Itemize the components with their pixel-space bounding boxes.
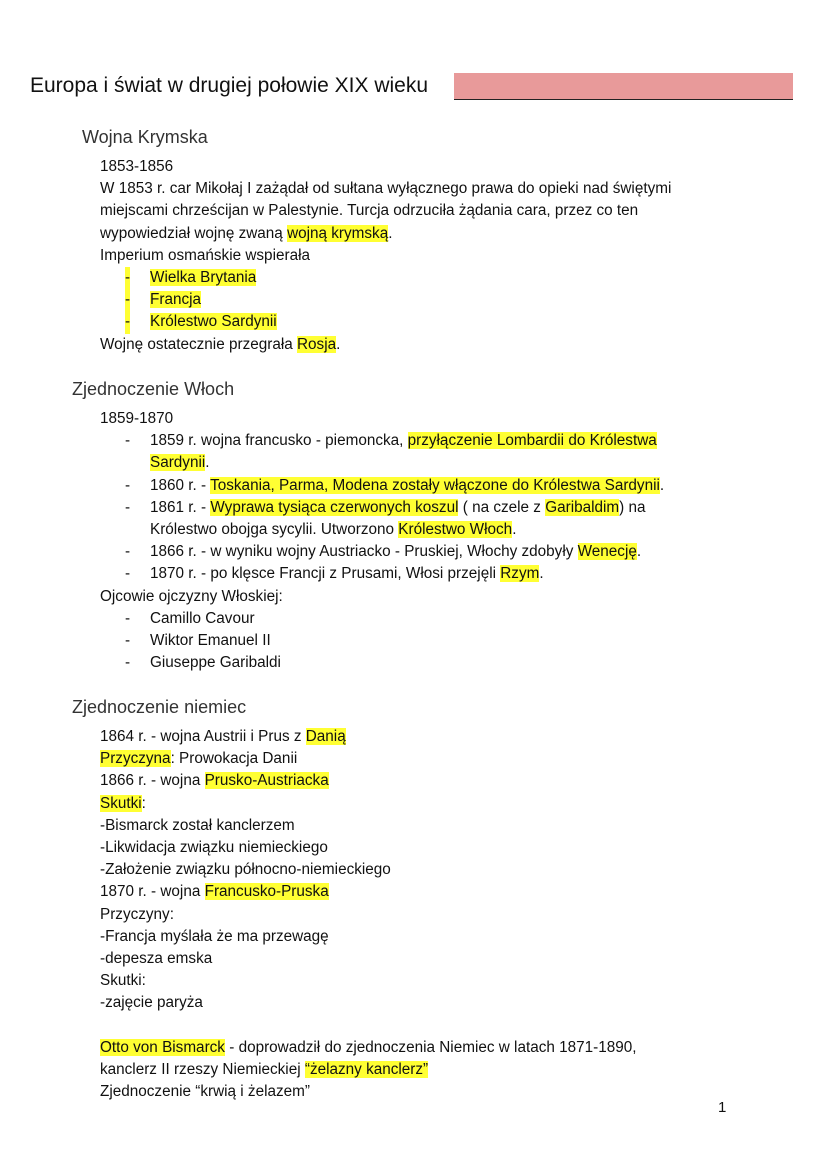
bismarck-line: Otto von Bismarck - doprowadził do zjednoczenia Niemiec w latach 1871-1890, — [100, 1038, 637, 1056]
germany-text-line: -Francja myślała że ma przewagę — [100, 927, 329, 945]
germany-text-line: -zajęcie paryża — [100, 994, 203, 1012]
germany-text-line: Przyczyna: Prowokacja Danii — [100, 750, 298, 768]
italy-fathers-label: Ojcowie ojczyzny Włoskiej: — [100, 587, 283, 605]
list-item: - 1859 r. wojna francusko - piemoncka, przyłączenie Lombardii do Królestwa — [125, 432, 657, 450]
heading-italian-unification: Zjednoczenie Włoch — [72, 379, 235, 399]
crimea-text-line: miejscami chrześcijan w Palestynie. Turcja odrzuciła żądania cara, przez co ten — [100, 202, 639, 220]
bismarck-line: Zjednoczenie “krwią i żelazem” — [100, 1083, 310, 1100]
page-number: 1 — [718, 1099, 727, 1116]
germany-text-line: -Bismarck został kanclerzem — [100, 816, 295, 834]
germany-text-line: 1870 r. - wojna Francusko-Pruska — [100, 883, 329, 901]
germany-text-line: Skutki: — [100, 972, 146, 990]
bismarck-line: kanclerz II rzeszy Niemieckiej “żelazny kanclerz” — [100, 1060, 429, 1078]
list-item-continuation: Sardynii. — [150, 454, 210, 472]
crimea-text-line: wypowiedział wojnę zwaną wojną krymską. — [100, 224, 393, 242]
section-german-unification — [100, 726, 637, 1103]
germany-text-line: Przyczyny: — [100, 905, 174, 923]
list-item: - Wielka Brytania — [100, 267, 671, 289]
list-item: - Camillo Cavour — [125, 609, 255, 627]
germany-text-line: -Likwidacja związku niemieckiego — [100, 838, 328, 856]
crimea-result: Wojnę ostatecznie przegrała Rosja. — [100, 335, 341, 353]
crimea-support-label: Imperium osmańskie wspierała — [100, 246, 310, 264]
germany-text-line: Skutki: — [100, 794, 146, 812]
list-item: - Wiktor Emanuel II — [125, 631, 271, 649]
list-item: - 1860 r. - Toskania, Parma, Modena zostały włączone do Królestwa Sardynii. — [125, 476, 665, 494]
highlight: wojną krymską — [287, 224, 389, 242]
germany-text-line: -Założenie związku północno-niemieckiego — [100, 861, 391, 879]
section-crimean-war — [100, 156, 671, 356]
heading-german-unification: Zjednoczenie niemiec — [72, 697, 247, 717]
crimea-years: 1853-1856 — [100, 158, 174, 175]
germany-text-line: -depesza emska — [100, 949, 213, 967]
spacer — [100, 1014, 637, 1036]
list-item: - 1866 r. - w wyniku wojny Austriacko - Pruskiej, Włochy zdobyły Wenecję. — [125, 543, 642, 561]
page-title: Europa i świat w drugiej połowie XIX wieku — [30, 74, 429, 97]
list-item-continuation: Królestwo obojga sycylii. Utworzono Królestwo Włoch. — [150, 520, 517, 538]
list-item: - 1870 r. - po klęsce Francji z Prusami, Włosi przejęli Rzym. — [125, 565, 544, 583]
list-item: - 1861 r. - Wyprawa tysiąca czerwonych koszul ( na czele z Garibaldim) na — [125, 498, 646, 516]
list-item: - Giuseppe Garibaldi — [125, 654, 281, 672]
germany-text-line: 1866 r. - wojna Prusko-Austriacka — [100, 772, 329, 790]
italy-years: 1859-1870 — [100, 410, 174, 427]
title-highlight-bar — [454, 73, 793, 100]
section-italian-unification — [100, 408, 664, 674]
crimea-text-line: W 1853 r. car Mikołaj I zażądał od sułtana wyłącznego prawa do opieki nad świętymi — [100, 180, 672, 198]
list-item: - Francja — [100, 289, 671, 311]
list-item: - Królestwo Sardynii — [100, 311, 671, 333]
heading-crimean-war: Wojna Krymska — [82, 127, 208, 147]
highlight: Rosja — [297, 335, 337, 353]
germany-text-line: 1864 r. - wojna Austrii i Prus z Danią — [100, 728, 346, 745]
